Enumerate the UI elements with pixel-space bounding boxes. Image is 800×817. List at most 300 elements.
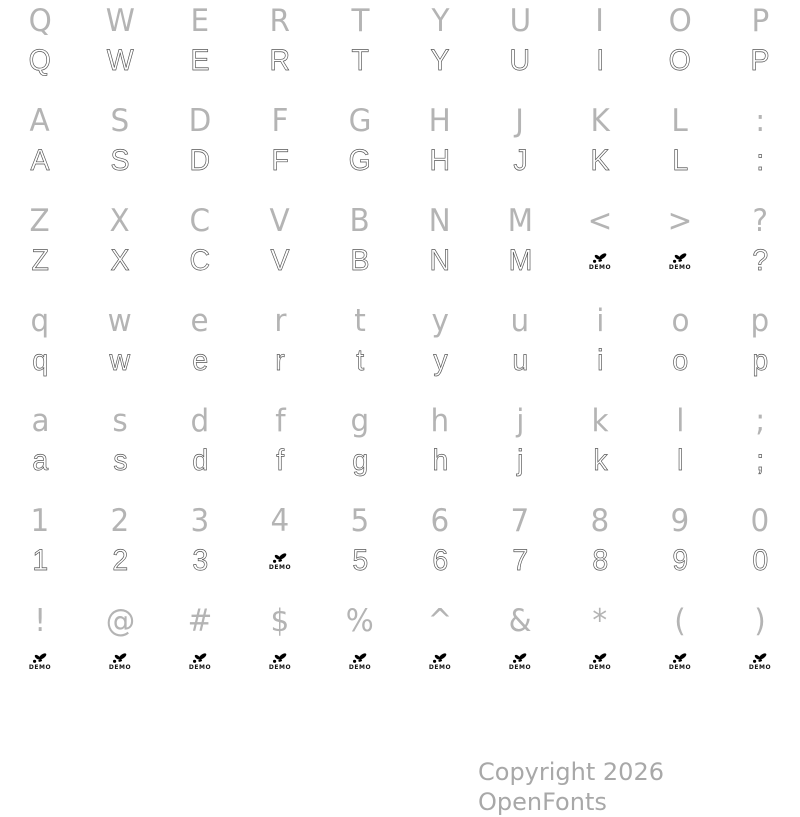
glyph-cell xyxy=(560,200,640,242)
glyph-cell xyxy=(640,142,720,180)
glyph-cell xyxy=(320,600,400,642)
specimen-glyph-medium: @ xyxy=(105,603,135,639)
specimen-glyph-thin: o xyxy=(672,344,688,377)
glyph-cell xyxy=(480,342,560,380)
glyph-cell xyxy=(640,542,720,580)
glyph-cell xyxy=(400,542,480,580)
specimen-glyph-medium: X xyxy=(109,203,131,239)
glyph-cell xyxy=(80,42,160,80)
glyph-cell xyxy=(640,42,720,80)
glyph-cell xyxy=(0,342,80,380)
glyph-cell xyxy=(320,100,400,142)
glyph-cell xyxy=(240,42,320,80)
glyph-cell xyxy=(80,200,160,242)
demo-badge-label: DEMO xyxy=(668,663,692,671)
demo-splash-icon xyxy=(272,552,288,564)
specimen-glyph-thin: D xyxy=(189,144,211,177)
glyph-cell xyxy=(80,100,160,142)
glyph-row-medium xyxy=(0,600,800,642)
glyph-cell xyxy=(480,0,560,42)
glyph-cell xyxy=(720,100,800,142)
specimen-glyph-thin: y xyxy=(432,344,448,377)
specimen-glyph-thin: V xyxy=(270,244,290,277)
specimen-glyph-thin: F xyxy=(271,144,289,177)
specimen-glyph-medium: L xyxy=(671,103,689,139)
glyph-cell xyxy=(240,342,320,380)
specimen-glyph-medium: K xyxy=(590,103,610,139)
glyph-row-pair xyxy=(0,400,800,500)
glyph-cell xyxy=(240,442,320,480)
specimen-glyph-medium: y xyxy=(431,303,449,339)
demo-badge-label: DEMO xyxy=(268,663,292,671)
glyph-cell xyxy=(320,400,400,442)
specimen-glyph-thin: C xyxy=(189,244,211,277)
glyph-cell xyxy=(240,242,320,280)
glyph-cell xyxy=(560,300,640,342)
glyph-cell xyxy=(640,500,720,542)
specimen-glyph-thin: E xyxy=(190,44,210,77)
glyph-cell xyxy=(80,142,160,180)
specimen-glyph-medium: I xyxy=(595,3,605,39)
glyph-cell xyxy=(240,300,320,342)
demo-splash-icon xyxy=(512,652,528,664)
specimen-glyph-medium: D xyxy=(188,103,212,139)
glyph-cell xyxy=(240,542,320,580)
glyph-cell xyxy=(720,200,800,242)
specimen-glyph-medium: u xyxy=(510,303,530,339)
specimen-glyph-thin: 9 xyxy=(672,544,688,577)
specimen-glyph-medium: q xyxy=(30,303,50,339)
glyph-cell xyxy=(320,300,400,342)
demo-glyph-badge xyxy=(349,652,371,671)
glyph-cell xyxy=(320,242,400,280)
demo-glyph-badge xyxy=(109,652,131,671)
specimen-glyph-thin: r xyxy=(275,344,285,377)
glyph-row-pair xyxy=(0,300,800,400)
glyph-cell xyxy=(160,42,240,80)
specimen-glyph-thin: T xyxy=(351,44,369,77)
demo-glyph-badge xyxy=(589,252,611,271)
glyph-cell xyxy=(480,42,560,80)
specimen-glyph-thin: 8 xyxy=(592,544,608,577)
glyph-cell xyxy=(160,500,240,542)
specimen-glyph-thin: 1 xyxy=(32,544,48,577)
demo-glyph-badge xyxy=(29,652,51,671)
demo-badge-label: DEMO xyxy=(28,663,52,671)
glyph-cell xyxy=(0,300,80,342)
glyph-cell xyxy=(640,242,720,280)
glyph-cell xyxy=(320,42,400,80)
specimen-glyph-thin: e xyxy=(192,344,208,377)
specimen-glyph-thin: h xyxy=(432,444,448,477)
glyph-row-medium xyxy=(0,300,800,342)
glyph-cell xyxy=(560,0,640,42)
glyph-cell xyxy=(480,242,560,280)
demo-splash-icon xyxy=(352,652,368,664)
glyph-cell xyxy=(720,642,800,680)
specimen-glyph-thin: R xyxy=(269,44,291,77)
specimen-glyph-medium: a xyxy=(30,403,50,439)
glyph-cell xyxy=(320,142,400,180)
specimen-glyph-thin: S xyxy=(110,144,130,177)
glyph-cell xyxy=(480,600,560,642)
specimen-glyph-medium: o xyxy=(670,303,690,339)
demo-splash-icon xyxy=(32,652,48,664)
specimen-glyph-thin: J xyxy=(512,144,528,177)
glyph-cell xyxy=(480,542,560,580)
demo-glyph-badge xyxy=(669,652,691,671)
specimen-glyph-medium: 0 xyxy=(750,503,770,539)
glyph-cell xyxy=(720,342,800,380)
specimen-glyph-medium: T xyxy=(351,3,369,39)
glyph-cell xyxy=(320,342,400,380)
glyph-cell xyxy=(80,342,160,380)
specimen-glyph-medium: e xyxy=(190,303,210,339)
demo-splash-icon xyxy=(432,652,448,664)
specimen-glyph-thin: k xyxy=(592,444,608,477)
specimen-glyph-medium: & xyxy=(508,603,532,639)
specimen-glyph-thin: H xyxy=(429,144,451,177)
glyph-cell xyxy=(400,442,480,480)
specimen-glyph-medium: i xyxy=(595,303,605,339)
specimen-glyph-medium: ^ xyxy=(427,603,453,639)
specimen-glyph-medium: H xyxy=(428,103,452,139)
glyph-cell xyxy=(720,500,800,542)
specimen-glyph-medium: J xyxy=(515,103,525,139)
glyph-cell xyxy=(240,500,320,542)
glyph-cell xyxy=(320,542,400,580)
specimen-glyph-medium: G xyxy=(348,103,372,139)
glyph-cell xyxy=(160,142,240,180)
specimen-glyph-thin: a xyxy=(32,444,48,477)
specimen-glyph-thin: Z xyxy=(31,244,49,277)
glyph-cell xyxy=(320,500,400,542)
specimen-glyph-medium: * xyxy=(592,603,608,639)
specimen-glyph-thin: f xyxy=(276,444,284,477)
glyph-cell xyxy=(160,400,240,442)
glyph-cell xyxy=(400,300,480,342)
glyph-cell xyxy=(640,0,720,42)
glyph-cell xyxy=(240,400,320,442)
glyph-cell xyxy=(80,500,160,542)
glyph-row-thin xyxy=(0,542,800,580)
glyph-cell xyxy=(80,400,160,442)
specimen-glyph-thin: w xyxy=(109,344,131,377)
specimen-glyph-thin: I xyxy=(596,44,604,77)
specimen-glyph-thin: 2 xyxy=(112,544,128,577)
glyph-cell xyxy=(720,442,800,480)
demo-glyph-badge xyxy=(189,652,211,671)
glyph-cell xyxy=(80,600,160,642)
specimen-glyph-medium: Y xyxy=(431,3,449,39)
specimen-glyph-medium: C xyxy=(189,203,211,239)
specimen-glyph-thin: B xyxy=(350,244,370,277)
glyph-cell xyxy=(160,642,240,680)
demo-glyph-badge xyxy=(269,552,291,571)
glyph-cell xyxy=(480,300,560,342)
demo-glyph-badge xyxy=(589,652,611,671)
specimen-glyph-thin: M xyxy=(508,244,532,277)
glyph-cell xyxy=(80,642,160,680)
specimen-glyph-medium: S xyxy=(110,103,130,139)
specimen-glyph-medium: Z xyxy=(29,203,51,239)
specimen-glyph-medium: k xyxy=(591,403,609,439)
specimen-glyph-medium: ! xyxy=(34,603,46,639)
specimen-glyph-medium: w xyxy=(107,303,133,339)
glyph-row-medium xyxy=(0,500,800,542)
glyph-cell xyxy=(160,242,240,280)
glyph-cell xyxy=(0,642,80,680)
glyph-cell xyxy=(160,300,240,342)
glyph-cell xyxy=(560,600,640,642)
glyph-cell xyxy=(720,600,800,642)
glyph-cell xyxy=(400,242,480,280)
demo-glyph-badge xyxy=(749,652,771,671)
specimen-glyph-medium: Q xyxy=(28,3,52,39)
glyph-cell xyxy=(720,400,800,442)
specimen-glyph-thin: u xyxy=(512,344,528,377)
glyph-cell xyxy=(160,442,240,480)
specimen-glyph-thin: ? xyxy=(752,244,768,277)
specimen-glyph-medium: > xyxy=(667,203,693,239)
specimen-glyph-medium: P xyxy=(751,3,769,39)
specimen-glyph-thin: X xyxy=(110,244,130,277)
specimen-glyph-medium: 7 xyxy=(510,503,530,539)
glyph-cell xyxy=(480,442,560,480)
glyph-cell xyxy=(0,42,80,80)
specimen-glyph-medium: l xyxy=(675,403,685,439)
glyph-row-thin xyxy=(0,42,800,80)
demo-badge-label: DEMO xyxy=(588,263,612,271)
glyph-cell xyxy=(240,642,320,680)
specimen-glyph-thin: 0 xyxy=(752,544,768,577)
glyph-cell xyxy=(560,142,640,180)
glyph-row-medium xyxy=(0,400,800,442)
demo-badge-label: DEMO xyxy=(268,563,292,571)
glyph-cell xyxy=(720,542,800,580)
glyph-cell xyxy=(560,542,640,580)
glyph-cell xyxy=(560,42,640,80)
glyph-cell xyxy=(160,200,240,242)
demo-badge-label: DEMO xyxy=(348,663,372,671)
specimen-glyph-medium: B xyxy=(349,203,371,239)
specimen-glyph-thin: p xyxy=(752,344,768,377)
specimen-glyph-thin: O xyxy=(668,44,692,77)
glyph-cell xyxy=(160,100,240,142)
specimen-glyph-medium: g xyxy=(350,403,370,439)
specimen-glyph-medium: f xyxy=(274,403,286,439)
glyph-cell xyxy=(480,142,560,180)
specimen-glyph-thin: W xyxy=(106,44,134,77)
demo-splash-icon xyxy=(112,652,128,664)
specimen-glyph-medium: V xyxy=(269,203,291,239)
specimen-glyph-medium: ) xyxy=(754,603,766,639)
specimen-glyph-thin: U xyxy=(509,44,531,77)
glyph-row-pair xyxy=(0,600,800,700)
specimen-glyph-thin: 5 xyxy=(352,544,368,577)
specimen-glyph-medium: R xyxy=(269,3,291,39)
demo-badge-label: DEMO xyxy=(588,663,612,671)
specimen-glyph-medium: % xyxy=(346,603,374,639)
glyph-cell xyxy=(320,642,400,680)
glyph-cell xyxy=(400,642,480,680)
specimen-glyph-thin: g xyxy=(352,444,368,477)
glyph-row-thin xyxy=(0,642,800,680)
specimen-glyph-medium: 2 xyxy=(110,503,130,539)
specimen-glyph-medium: ( xyxy=(674,603,686,639)
demo-glyph-badge xyxy=(669,252,691,271)
demo-badge-label: DEMO xyxy=(508,663,532,671)
glyph-cell xyxy=(0,142,80,180)
glyph-row-medium xyxy=(0,200,800,242)
demo-splash-icon xyxy=(752,652,768,664)
demo-splash-icon xyxy=(272,652,288,664)
glyph-cell xyxy=(240,200,320,242)
specimen-glyph-medium: A xyxy=(29,103,51,139)
glyph-cell xyxy=(400,0,480,42)
specimen-glyph-thin: s xyxy=(112,444,128,477)
specimen-glyph-thin: : xyxy=(756,144,764,177)
specimen-glyph-thin: j xyxy=(516,444,524,477)
demo-badge-label: DEMO xyxy=(428,663,452,671)
glyph-cell xyxy=(400,342,480,380)
specimen-glyph-medium: 9 xyxy=(670,503,690,539)
glyph-cell xyxy=(400,100,480,142)
glyph-row-thin xyxy=(0,242,800,280)
glyph-cell xyxy=(640,600,720,642)
specimen-glyph-thin: d xyxy=(192,444,208,477)
specimen-glyph-medium: 1 xyxy=(30,503,50,539)
specimen-glyph-medium: h xyxy=(430,403,450,439)
specimen-glyph-medium: r xyxy=(273,303,287,339)
glyph-cell xyxy=(720,300,800,342)
glyph-row-medium xyxy=(0,0,800,42)
specimen-glyph-thin: K xyxy=(590,144,610,177)
demo-splash-icon xyxy=(592,252,608,264)
demo-splash-icon xyxy=(192,652,208,664)
glyph-cell xyxy=(0,200,80,242)
glyph-cell xyxy=(240,600,320,642)
specimen-glyph-medium: W xyxy=(105,3,135,39)
glyph-cell xyxy=(0,242,80,280)
specimen-glyph-medium: M xyxy=(507,203,533,239)
specimen-glyph-medium: 4 xyxy=(270,503,290,539)
specimen-glyph-thin: t xyxy=(356,344,364,377)
glyph-cell xyxy=(560,242,640,280)
specimen-glyph-medium: ; xyxy=(755,403,765,439)
specimen-glyph-medium: < xyxy=(587,203,613,239)
specimen-glyph-medium: U xyxy=(509,3,531,39)
specimen-glyph-medium: t xyxy=(354,303,366,339)
glyph-cell xyxy=(80,242,160,280)
glyph-row-thin xyxy=(0,142,800,180)
glyph-row-thin xyxy=(0,442,800,480)
specimen-glyph-medium: # xyxy=(187,603,213,639)
glyph-cell xyxy=(560,100,640,142)
glyph-cell xyxy=(560,642,640,680)
specimen-glyph-medium: : xyxy=(755,103,765,139)
glyph-cell xyxy=(640,342,720,380)
specimen-glyph-thin: L xyxy=(672,144,688,177)
specimen-glyph-thin: Q xyxy=(28,44,52,77)
specimen-glyph-medium: 5 xyxy=(350,503,370,539)
glyph-cell xyxy=(720,242,800,280)
glyph-cell xyxy=(160,0,240,42)
glyph-cell xyxy=(560,500,640,542)
glyph-cell xyxy=(160,600,240,642)
glyph-cell xyxy=(640,100,720,142)
demo-badge-label: DEMO xyxy=(668,263,692,271)
glyph-cell xyxy=(80,442,160,480)
glyph-cell xyxy=(480,500,560,542)
glyph-row-pair xyxy=(0,100,800,200)
glyph-cell xyxy=(320,0,400,42)
glyph-cell xyxy=(0,500,80,542)
glyph-cell xyxy=(560,400,640,442)
glyph-cell xyxy=(240,100,320,142)
glyph-cell xyxy=(240,142,320,180)
glyph-cell xyxy=(400,200,480,242)
glyph-row-medium xyxy=(0,100,800,142)
specimen-glyph-thin: P xyxy=(750,44,770,77)
specimen-glyph-medium: 3 xyxy=(190,503,210,539)
specimen-glyph-thin: i xyxy=(596,344,604,377)
demo-glyph-badge xyxy=(509,652,531,671)
glyph-cell xyxy=(480,200,560,242)
specimen-glyph-medium: 8 xyxy=(590,503,610,539)
demo-splash-icon xyxy=(672,652,688,664)
specimen-glyph-medium: p xyxy=(750,303,770,339)
glyph-cell xyxy=(320,442,400,480)
specimen-glyph-thin: N xyxy=(429,244,451,277)
specimen-glyph-thin: G xyxy=(348,144,372,177)
glyph-cell xyxy=(560,342,640,380)
demo-badge-label: DEMO xyxy=(748,663,772,671)
specimen-glyph-thin: l xyxy=(676,444,684,477)
glyph-row-pair xyxy=(0,500,800,600)
demo-glyph-badge xyxy=(269,652,291,671)
copyright-text: Copyright 2026 OpenFonts xyxy=(478,758,664,816)
glyph-cell xyxy=(720,42,800,80)
specimen-glyph-thin: 3 xyxy=(192,544,208,577)
demo-glyph-badge xyxy=(429,652,451,671)
glyph-cell xyxy=(0,442,80,480)
glyph-cell xyxy=(640,642,720,680)
glyph-cell xyxy=(80,542,160,580)
glyph-cell xyxy=(400,500,480,542)
specimen-glyph-medium: ? xyxy=(752,203,768,239)
glyph-cell xyxy=(400,142,480,180)
specimen-glyph-thin: q xyxy=(32,344,48,377)
specimen-glyph-medium: d xyxy=(190,403,210,439)
specimen-glyph-thin: 6 xyxy=(432,544,448,577)
glyph-cell xyxy=(640,400,720,442)
specimen-glyph-medium: 6 xyxy=(430,503,450,539)
glyph-cell xyxy=(400,600,480,642)
glyph-cell xyxy=(480,100,560,142)
glyph-row-pair xyxy=(0,0,800,100)
glyph-cell xyxy=(640,300,720,342)
demo-badge-label: DEMO xyxy=(108,663,132,671)
specimen-glyph-thin: Y xyxy=(430,44,450,77)
specimen-glyph-medium: s xyxy=(112,403,128,439)
glyph-cell xyxy=(0,542,80,580)
glyph-cell xyxy=(400,42,480,80)
glyph-cell xyxy=(0,600,80,642)
specimen-glyph-medium: F xyxy=(271,103,289,139)
glyph-cell xyxy=(720,0,800,42)
demo-badge-label: DEMO xyxy=(188,663,212,671)
